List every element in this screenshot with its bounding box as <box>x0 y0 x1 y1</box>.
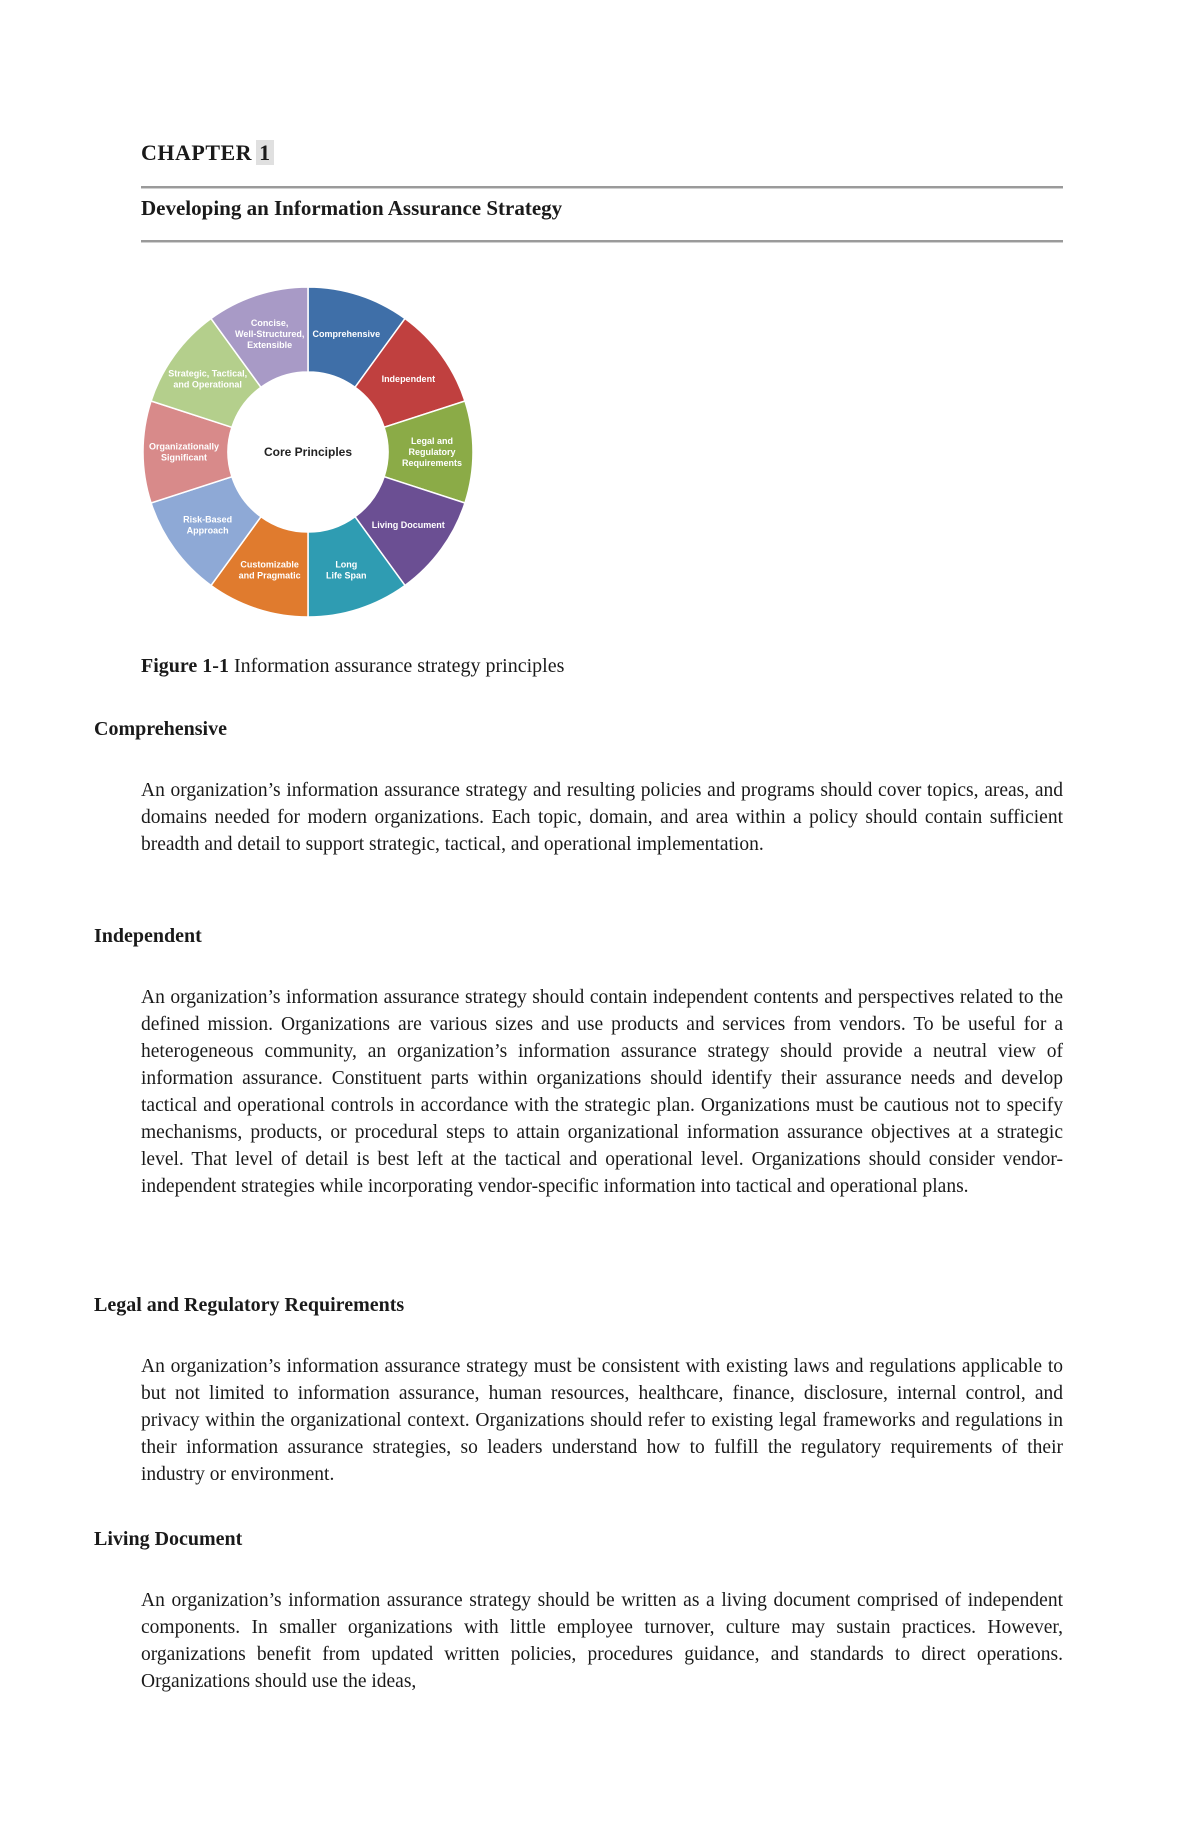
wheel-segment-label: Concise, Well-Structured, Extensible <box>235 318 305 351</box>
core-principles-wheel <box>138 282 478 622</box>
section-body-independent: An organization’s information assurance strategy should contain independent contents and perspectives related to the defined mission. Organizations are various sizes and use products and services from vendors. To be useful for a heterogeneous community, an organization’s information assurance strategy should provide a neutral view of information assurance. Constituent parts within organizations should identify their assurance needs and develop tactical and operational controls in accordance with the strategic plan. Organizations must be cautious not to specify mechanisms, products, or procedural steps to attain organizational information assurance objectives at a strategic level. That level of detail is best left at the tactical and operational level. Organizations should consider vendor-independent strategies while incorporating vendor-specific information into tactical and operational plans. <box>141 987 1063 1197</box>
section-heading-living-document: Living Document <box>94 1528 243 1550</box>
chapter-title: Developing an Information Assurance Strategy <box>141 196 563 220</box>
figure-caption-label: Figure 1-1 <box>141 655 229 677</box>
wheel-segment-label: Independent <box>381 374 436 385</box>
figure-caption <box>141 655 564 678</box>
chapter-word: CHAPTER <box>141 140 253 165</box>
chapter-label <box>141 140 274 166</box>
wheel-segment-label: Long Life Span <box>326 559 367 581</box>
wheel-segment-label: Living Document <box>371 519 445 530</box>
wheel-segment-label: Risk-Based Approach <box>183 514 233 536</box>
section-heading-legal: Legal and Regulatory Requirements <box>94 1294 405 1316</box>
section-heading-comprehensive: Comprehensive <box>94 718 227 740</box>
wheel-segment-label: Customizable and Pragmatic <box>238 559 301 581</box>
bottom-rule <box>141 240 1063 243</box>
wheel-center-label: Core Principles <box>263 445 353 459</box>
wheel-segment-label: Legal and Regulatory Requirements <box>401 436 463 468</box>
chapter-number: 1 <box>256 140 274 165</box>
wheel-segment-label: Comprehensive <box>312 329 381 340</box>
section-body-comprehensive: An organization’s information assurance strategy and resulting policies and programs should cover topics, areas, and domains needed for modern organizations. Each topic, domain, and area within a policy should contain sufficient breadth and detail to support strategic, tactical, and operational implementation. <box>141 780 1063 855</box>
top-rule <box>141 186 1063 189</box>
wheel-segment-label: Strategic, Tactical, and Operational <box>168 368 248 390</box>
section-body-living-document: An organization’s information assurance strategy should be written as a living document comprised of independent components. In smaller organizations with little employee turnover, culture may sustain practices. However, organizations benefit from updated written policies, procedures guidance, and standards to direct operations. Organizations should use the ideas, <box>141 1590 1063 1692</box>
section-body-legal: An organization’s information assurance strategy must be consistent with existing laws and regulations applicable to but not limited to information assurance, human resources, healthcare, finance, disclosure, internal control, and privacy within the organizational context. Organizations should refer to existing legal frameworks and regulations in their information assurance strategies, so leaders understand how to fulfill the regulatory requirements of their industry or environment. <box>141 1356 1063 1485</box>
wheel-segment-label: Organizationally Significant <box>148 441 220 463</box>
figure-caption-text: Information assurance strategy principles <box>228 655 565 677</box>
section-heading-independent: Independent <box>94 925 202 947</box>
